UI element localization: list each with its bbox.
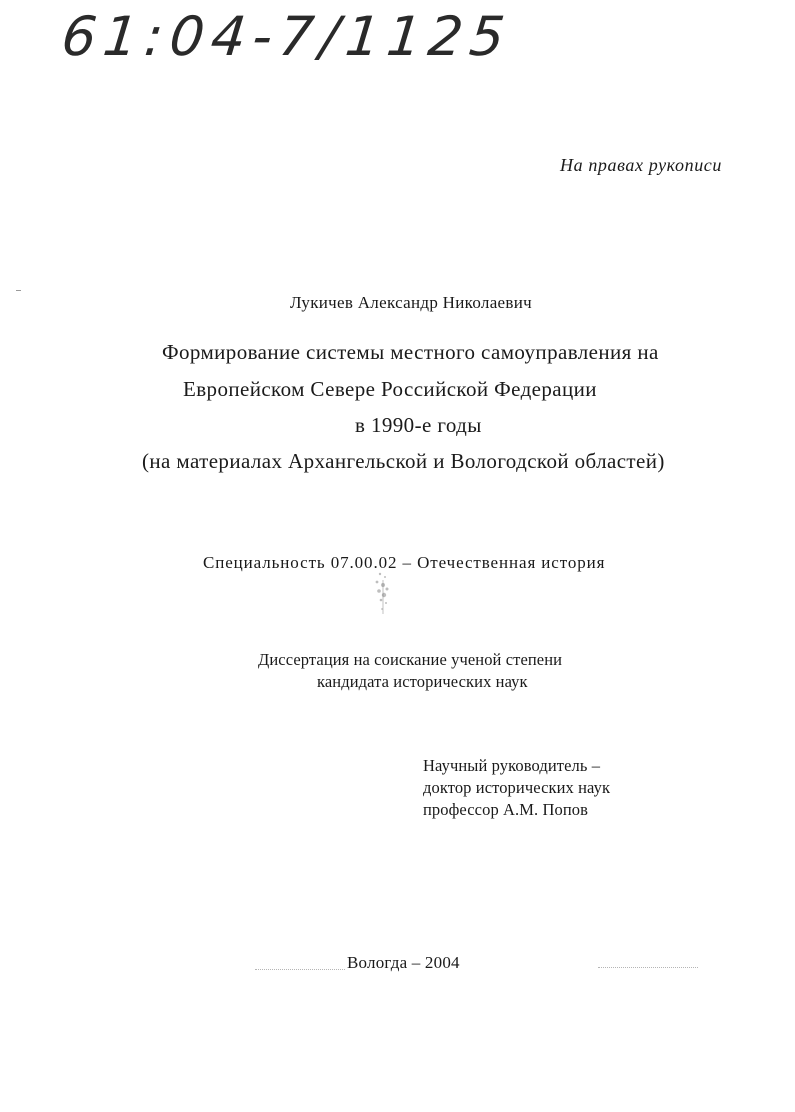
manuscript-note: На правах рукописи (560, 155, 722, 175)
dotted-line-left (255, 969, 345, 970)
degree-line-2: кандидата исторических наук (317, 672, 528, 691)
supervisor-line-2: доктор исторических наук (423, 778, 611, 797)
title-line-4: (на материалах Архангельской и Вологодской областей) (142, 449, 665, 473)
specialty: Специальность 07.00.02 – Отечественная история (203, 553, 606, 572)
scan-speck (16, 290, 21, 291)
supervisor-line-3: профессор А.М. Попов (423, 800, 589, 819)
supervisor-line-1: Научный руководитель – (423, 756, 601, 775)
dotted-line-right (598, 967, 698, 968)
ink-smudge (366, 568, 400, 618)
title-line-3: в 1990-е годы (355, 413, 482, 437)
author-name: Лукичев Александр Николаевич (290, 293, 532, 312)
title-line-2: Европейском Севере Российской Федерации (183, 377, 597, 401)
degree-line-1: Диссертация на соискание ученой степени (258, 650, 563, 669)
title-line-1: Формирование системы местного самоуправления на (162, 340, 659, 364)
place-and-year: Вологда – 2004 (347, 953, 460, 972)
handwritten-archive-code: 61:04-7/1125 (58, 5, 515, 68)
